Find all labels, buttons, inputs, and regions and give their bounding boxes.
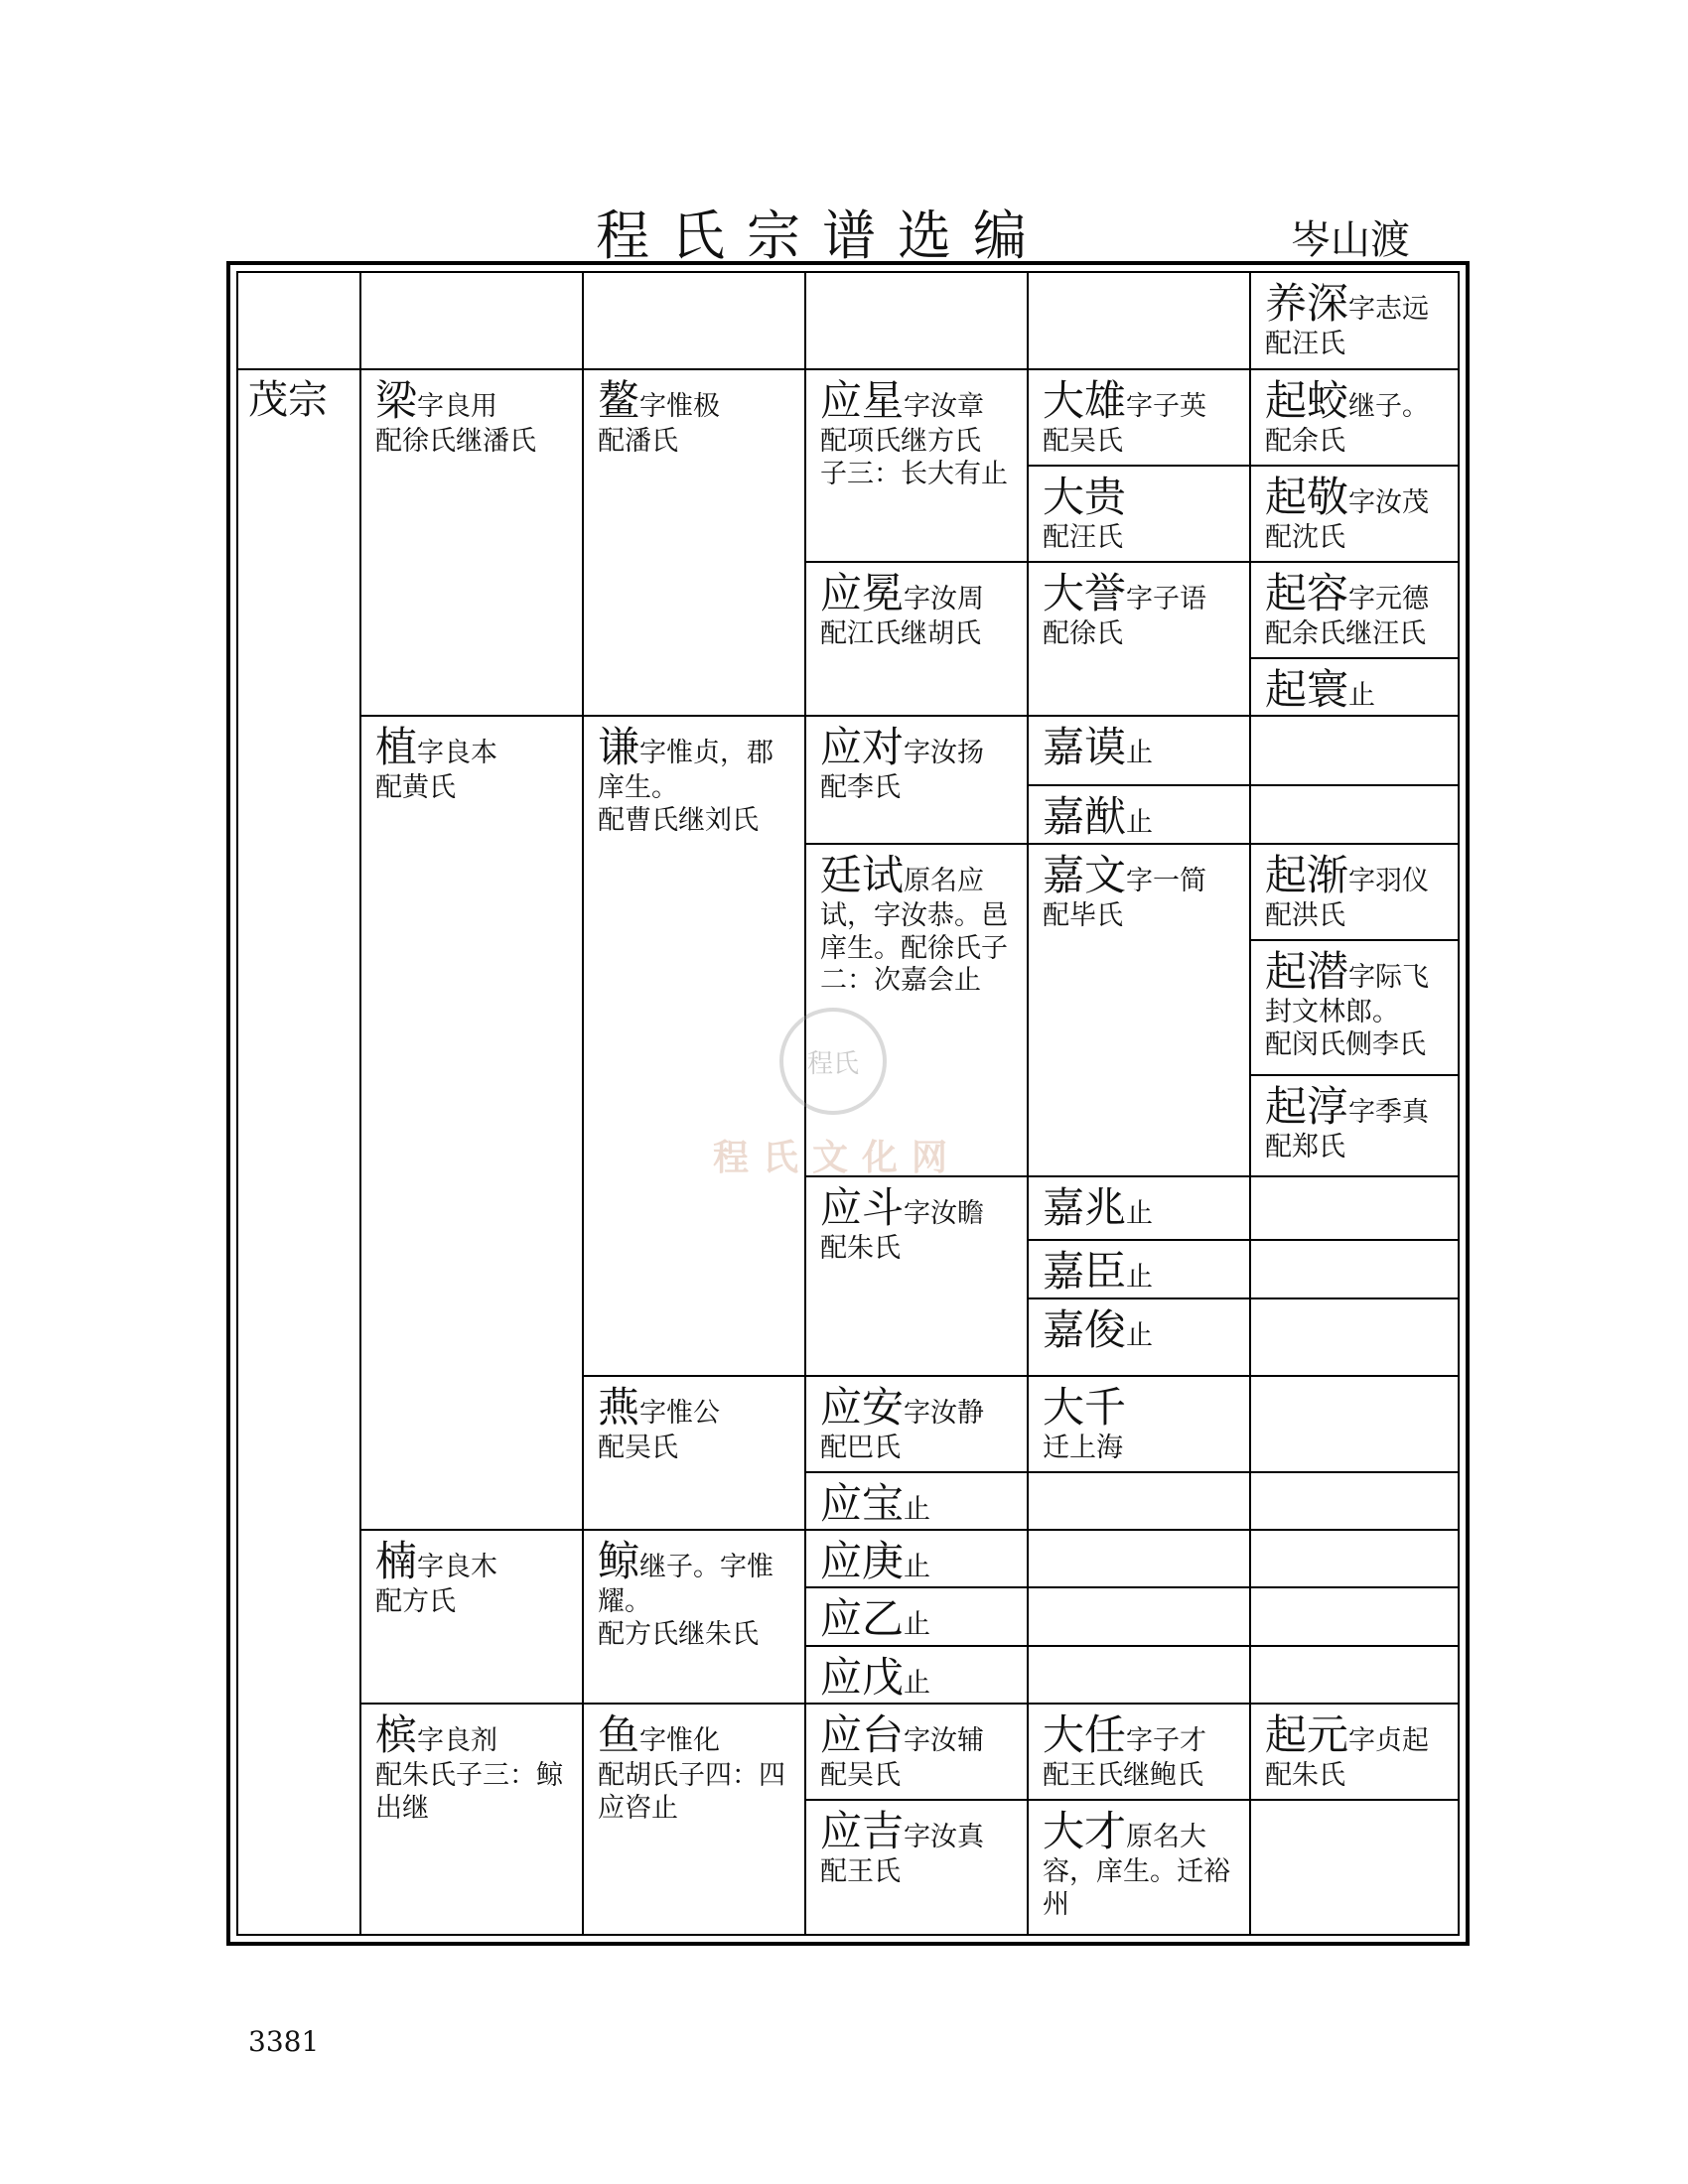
page-number: 3381: [248, 2025, 320, 2058]
cell-empty: [1029, 273, 1251, 370]
person-note: 字惟极: [639, 391, 721, 422]
person-note: 止: [1126, 807, 1154, 838]
person-name: 应庚: [820, 1537, 905, 1585]
person-name: 应吉: [820, 1807, 905, 1855]
person-note: 字良剂: [417, 1725, 498, 1756]
entry-qihuan: [1251, 659, 1460, 717]
person-children: 子三：长大有止: [820, 458, 1008, 489]
entry-qichun: [1251, 1076, 1460, 1177]
entry-jiayou: [1029, 786, 1251, 845]
person-name: 起淳: [1265, 1082, 1349, 1131]
person-spouse: 配方氏继朱氏: [598, 1618, 759, 1650]
person-note: 字良用: [417, 391, 498, 422]
person-children: 应咨止: [598, 1792, 678, 1824]
person-note: 字子英: [1126, 391, 1207, 422]
entry-yinggeng: [806, 1531, 1029, 1588]
cell-empty: [1029, 1531, 1251, 1588]
person-note: 字贞起: [1348, 1725, 1430, 1756]
gen1-name: 茂宗: [248, 377, 328, 423]
person-note: 止: [904, 1494, 931, 1525]
person-note: 字汝扬: [904, 738, 985, 768]
person-spouse: 配徐氏: [1043, 618, 1123, 650]
person-note: 字汝周: [904, 584, 985, 614]
person-note-3: 州: [1043, 1888, 1069, 1920]
person-spouse: 配余氏: [1265, 426, 1345, 458]
person-note-2: 出继: [375, 1792, 429, 1824]
person-name: 应台: [820, 1710, 905, 1759]
cell-empty: [1029, 1588, 1251, 1647]
person-name: 大雄: [1043, 376, 1127, 425]
person-name: 大贵: [1043, 473, 1127, 521]
person-spouse: 配王氏继鲍氏: [1043, 1760, 1203, 1792]
person-spouse: 配毕氏: [1043, 900, 1123, 932]
cell-empty: [1251, 1177, 1460, 1241]
person-spouse: 配朱氏: [820, 1233, 901, 1265]
person-name: 嘉文: [1043, 851, 1127, 899]
person-note-2: 容，庠生。迁裕: [1043, 1856, 1230, 1888]
person-spouse: 配江氏继胡氏: [820, 618, 981, 650]
person-note-2: 耀。: [598, 1586, 651, 1618]
entry-daqian: [1029, 1377, 1251, 1473]
person-note: 止: [1348, 680, 1376, 711]
cell-empty: [1251, 1241, 1460, 1299]
entry-jiazhao: [1029, 1177, 1251, 1241]
person-name: 养深: [1265, 279, 1349, 328]
person-note: 止: [1126, 738, 1154, 768]
person-name: 槟: [375, 1710, 418, 1759]
person-spouse: 配方氏: [375, 1586, 456, 1618]
cell-empty: [1251, 1377, 1460, 1473]
cell-empty: [1029, 1647, 1251, 1705]
entry-qiyuan: [1251, 1705, 1460, 1801]
entry-dacai: [1029, 1801, 1251, 1936]
person-note: 字惟化: [639, 1725, 721, 1756]
person-note: 字汝瞻: [904, 1198, 985, 1229]
entry-yu: [584, 1705, 806, 1936]
person-name: 嘉臣: [1043, 1247, 1127, 1296]
person-name: 鳌: [598, 376, 640, 425]
person-name: 起潜: [1265, 947, 1349, 996]
person-note: 字际飞: [1348, 962, 1430, 993]
person-spouse: 配汪氏: [1043, 522, 1123, 554]
person-name: 嘉兆: [1043, 1183, 1127, 1232]
person-note: 字汝静: [904, 1398, 985, 1429]
cell-empty: [1251, 1299, 1460, 1377]
person-note: 字良本: [417, 738, 498, 768]
person-note: 原名应: [904, 866, 985, 896]
cell-empty: [1251, 1647, 1460, 1705]
entry-jiamo: [1029, 717, 1251, 786]
person-spouse: 配曹氏继刘氏: [598, 804, 759, 836]
entry-dagui: [1029, 467, 1251, 563]
cell-empty: [584, 273, 806, 370]
seal-watermark: 程氏: [779, 1008, 887, 1115]
cell-empty: [1251, 1531, 1460, 1588]
person-note: 止: [904, 1609, 931, 1640]
cell-empty: [1029, 1473, 1251, 1531]
person-note: 止: [904, 1552, 931, 1582]
cell-gen1-top: [238, 273, 361, 370]
person-name: 大誉: [1043, 569, 1127, 617]
person-note: 字季真: [1348, 1097, 1430, 1128]
person-spouse: 配沈氏: [1265, 522, 1345, 554]
person-name: 燕: [598, 1383, 640, 1432]
entry-yangshen: [1251, 273, 1460, 370]
person-note: 字志远: [1348, 294, 1430, 325]
person-note: 字汝辅: [904, 1725, 985, 1756]
person-spouse: 配朱氏: [1265, 1760, 1345, 1792]
entry-yingtai: [806, 1705, 1029, 1801]
entry-jiachen: [1029, 1241, 1251, 1299]
person-spouse: 配吴氏: [1043, 426, 1123, 458]
person-name: 应戊: [820, 1653, 905, 1702]
entry-yingan: [806, 1377, 1029, 1473]
entry-daxiong: [1029, 370, 1251, 467]
entry-qian: [584, 717, 806, 1377]
person-name: 起渐: [1265, 851, 1349, 899]
person-children: 二：次嘉会止: [820, 965, 981, 997]
cell-empty: [1251, 786, 1460, 845]
page-title: 程氏宗谱选编: [596, 205, 1049, 267]
person-name: 应对: [820, 723, 905, 771]
person-note: 字一简: [1126, 866, 1207, 896]
person-name: 起元: [1265, 1710, 1349, 1759]
entry-qiqian: [1251, 941, 1460, 1076]
person-note: 止: [1126, 1262, 1154, 1293]
person-name: 谦: [598, 723, 640, 771]
person-name: 应安: [820, 1383, 905, 1432]
entry-yingdui: [806, 717, 1029, 845]
person-name: 植: [375, 723, 418, 771]
cell-empty: [1251, 1473, 1460, 1531]
person-name: 廷试: [820, 851, 905, 899]
person-note-2: 封文林郎。: [1265, 997, 1399, 1028]
person-spouse: 配李氏: [820, 772, 901, 804]
entry-yingyi: [806, 1588, 1029, 1647]
entry-liang: [361, 370, 584, 717]
person-note: 止: [904, 1668, 931, 1699]
person-name: 应斗: [820, 1183, 905, 1232]
entry-qijian: [1251, 845, 1460, 941]
entry-dayu: [1029, 563, 1251, 717]
person-name: 梁: [375, 376, 418, 425]
person-name: 大才: [1043, 1807, 1127, 1855]
person-spouse: 配洪氏: [1265, 900, 1345, 932]
entry-jiawen: [1029, 845, 1251, 1177]
person-note-3: 庠生。配徐氏子: [820, 932, 1008, 964]
entry-yingwu: [806, 1647, 1029, 1705]
entry-yan: [584, 1377, 806, 1531]
entry-qijiao: [1251, 370, 1460, 467]
person-note: 止: [1126, 1198, 1154, 1229]
site-watermark: 程氏文化网: [713, 1137, 962, 1178]
person-note-2: 庠生。: [598, 772, 678, 804]
cell-empty: [806, 273, 1029, 370]
person-spouse: 配黄氏: [375, 772, 456, 804]
entry-zhi: [361, 717, 584, 1531]
entry-ao: [584, 370, 806, 717]
person-note: 字良木: [417, 1552, 498, 1582]
person-note: 原名大: [1126, 1822, 1207, 1852]
entry-nan: [361, 1531, 584, 1705]
entry-qirong: [1251, 563, 1460, 659]
person-spouse: 配潘氏: [598, 426, 678, 458]
person-name: 起容: [1265, 569, 1349, 617]
person-name: 大千: [1043, 1383, 1127, 1432]
person-spouse: 配汪氏: [1265, 329, 1345, 360]
person-name: 应宝: [820, 1479, 905, 1528]
person-note: 继子。: [1348, 391, 1430, 422]
entry-yingmian: [806, 563, 1029, 717]
person-note: 字惟贞，郡: [639, 738, 774, 768]
person-name: 应冕: [820, 569, 905, 617]
person-note: 继子。字惟: [639, 1552, 774, 1582]
person-note: 字子才: [1126, 1725, 1207, 1756]
cell-empty: [1251, 717, 1460, 786]
person-note: 字汝真: [904, 1822, 985, 1852]
person-spouse: 配胡氏子四：四: [598, 1760, 785, 1792]
entry-bin: [361, 1705, 584, 1936]
person-note: 字元德: [1348, 584, 1430, 614]
cell-empty: [1251, 1588, 1460, 1647]
person-note: 止: [1126, 1320, 1154, 1351]
person-spouse: 配余氏继汪氏: [1265, 618, 1426, 650]
person-name: 嘉猷: [1043, 792, 1127, 841]
person-spouse: 配闵氏侧李氏: [1265, 1028, 1426, 1060]
person-name: 起敬: [1265, 473, 1349, 521]
person-note: 字汝章: [904, 391, 985, 422]
person-name: 楠: [375, 1537, 418, 1585]
person-spouse: 配项氏继方氏: [820, 426, 981, 458]
person-note: 字子语: [1126, 584, 1207, 614]
person-name: 嘉谟: [1043, 723, 1127, 771]
person-name: 起蛟: [1265, 376, 1349, 425]
entry-jiajun: [1029, 1299, 1251, 1377]
cell-empty: [1251, 1801, 1460, 1936]
person-name: 应星: [820, 376, 905, 425]
entry-yingdou: [806, 1177, 1029, 1377]
person-spouse: 配王氏: [820, 1856, 901, 1888]
entry-daren: [1029, 1705, 1251, 1801]
person-name: 大任: [1043, 1710, 1127, 1759]
place-name: 岑山渡: [1291, 217, 1410, 263]
person-name: 起寰: [1265, 665, 1349, 714]
person-note: 字羽仪: [1348, 866, 1430, 896]
person-spouse: 配吴氏: [820, 1760, 901, 1792]
entry-yingbao: [806, 1473, 1029, 1531]
entry-yingxing: [806, 370, 1029, 563]
person-name: 应乙: [820, 1594, 905, 1643]
person-name: 鲸: [598, 1537, 640, 1585]
cell-empty: [361, 273, 584, 370]
person-spouse: 配吴氏: [598, 1433, 678, 1464]
entry-qijing: [1251, 467, 1460, 563]
person-note-2: 迁上海: [1043, 1433, 1123, 1464]
person-note: 字惟公: [639, 1398, 721, 1429]
person-name: 鱼: [598, 1710, 640, 1759]
person-spouse: 配巴氏: [820, 1433, 901, 1464]
person-note-2: 试，字汝恭。邑: [820, 900, 1008, 932]
person-spouse: 配朱氏子三：鲸: [375, 1760, 563, 1792]
person-name: 嘉俊: [1043, 1305, 1127, 1354]
person-spouse: 配徐氏继潘氏: [375, 426, 536, 458]
entry-yingji: [806, 1801, 1029, 1936]
person-note: 字汝茂: [1348, 487, 1430, 518]
person-spouse: 配郑氏: [1265, 1132, 1345, 1163]
entry-jing: [584, 1531, 806, 1705]
cell-gen1: [238, 370, 361, 1936]
